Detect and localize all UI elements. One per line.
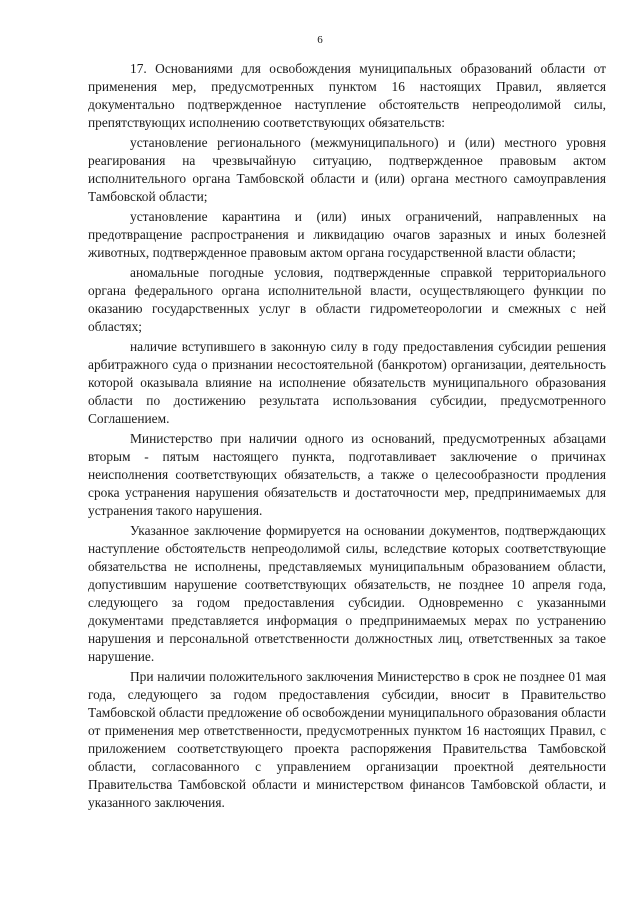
paragraph-ministry-conclusion: Министерство при наличии одного из оснований, предусмотренных абзацами вторым - пятым настоящего пункта, подготавливает заключение о причинах неисполнения соответствующих обязательств, а также о целесообразности продления срока устранения нарушения обязательств и достаточности мер, предпринимаемых для устранения такого нарушения. bbox=[88, 431, 606, 518]
paragraph-conclusion-formation: Указанное заключение формируется на основании документов, подтверждающих наступление обстоятельств непреодолимой силы, вследствие которых соответствующие обязательства не исполнены, представляемых муниципальным образованием области, допустившим нарушение соответствующих обязательств, не позднее 10 апреля года, следующего за годом предоставления субсидии. Одновременно с указанными документами представляется информация о предпринимаемых мерах по устранению нарушения и персональной ответственности должностных лиц, ответственных за такое нарушение. bbox=[88, 523, 606, 664]
paragraph-quarantine: установление карантина и (или) иных ограничений, направленных на предотвращение распространения и ликвидацию очагов заразных и иных болезней животных, подтвержденное правовым актом органа государственной власти области; bbox=[88, 209, 606, 260]
paragraph-17-intro: 17. Основаниями для освобождения муниципальных образований области от применения мер, предусмотренных пунктом 16 настоящих Правил, является документально подтвержденное наступление обстоятельств непреодолимой силы, препятствующих исполнению соответствующих обязательств: bbox=[88, 61, 606, 130]
paragraph-emergency: установление регионального (межмуниципального) и (или) местного уровня реагирования на чрезвычайную ситуацию, подтвержденное правовым актом исполнительного органа Тамбовской области и (или) органа местного самоуправления Тамбовской области; bbox=[88, 135, 606, 204]
document-body bbox=[88, 60, 606, 814]
paragraph-bankruptcy: наличие вступившего в законную силу в году предоставления субсидии решения арбитражного суда о признании несостоятельной (банкротом) организации, деятельность которой оказывала влияние на исполнение обязательств муниципального образования области по достижению результата использования субсидии, предусмотренного Соглашением. bbox=[88, 339, 606, 426]
paragraph-weather: аномальные погодные условия, подтвержденные справкой территориального органа федерального органа исполнительной власти, осуществляющего функции по оказанию государственных услуг в области гидрометеорологии и смежных с ней областях; bbox=[88, 265, 606, 334]
paragraph-positive-conclusion: При наличии положительного заключения Министерство в срок не позднее 01 мая года, следующего за годом предоставления субсидии, вносит в Правительство Тамбовской области предложение об освобождении муниципального образования области от применения мер ответственности, предусмотренных пунктом 16 настоящих Правил, с приложением соответствующего проекта распоряжения Правительства Тамбовской области, согласованного с управлением организации проектной деятельности Правительства Тамбовской области и министерством финансов Тамбовской области, и указанного заключения. bbox=[88, 669, 606, 810]
page-number: 6 bbox=[317, 34, 323, 46]
